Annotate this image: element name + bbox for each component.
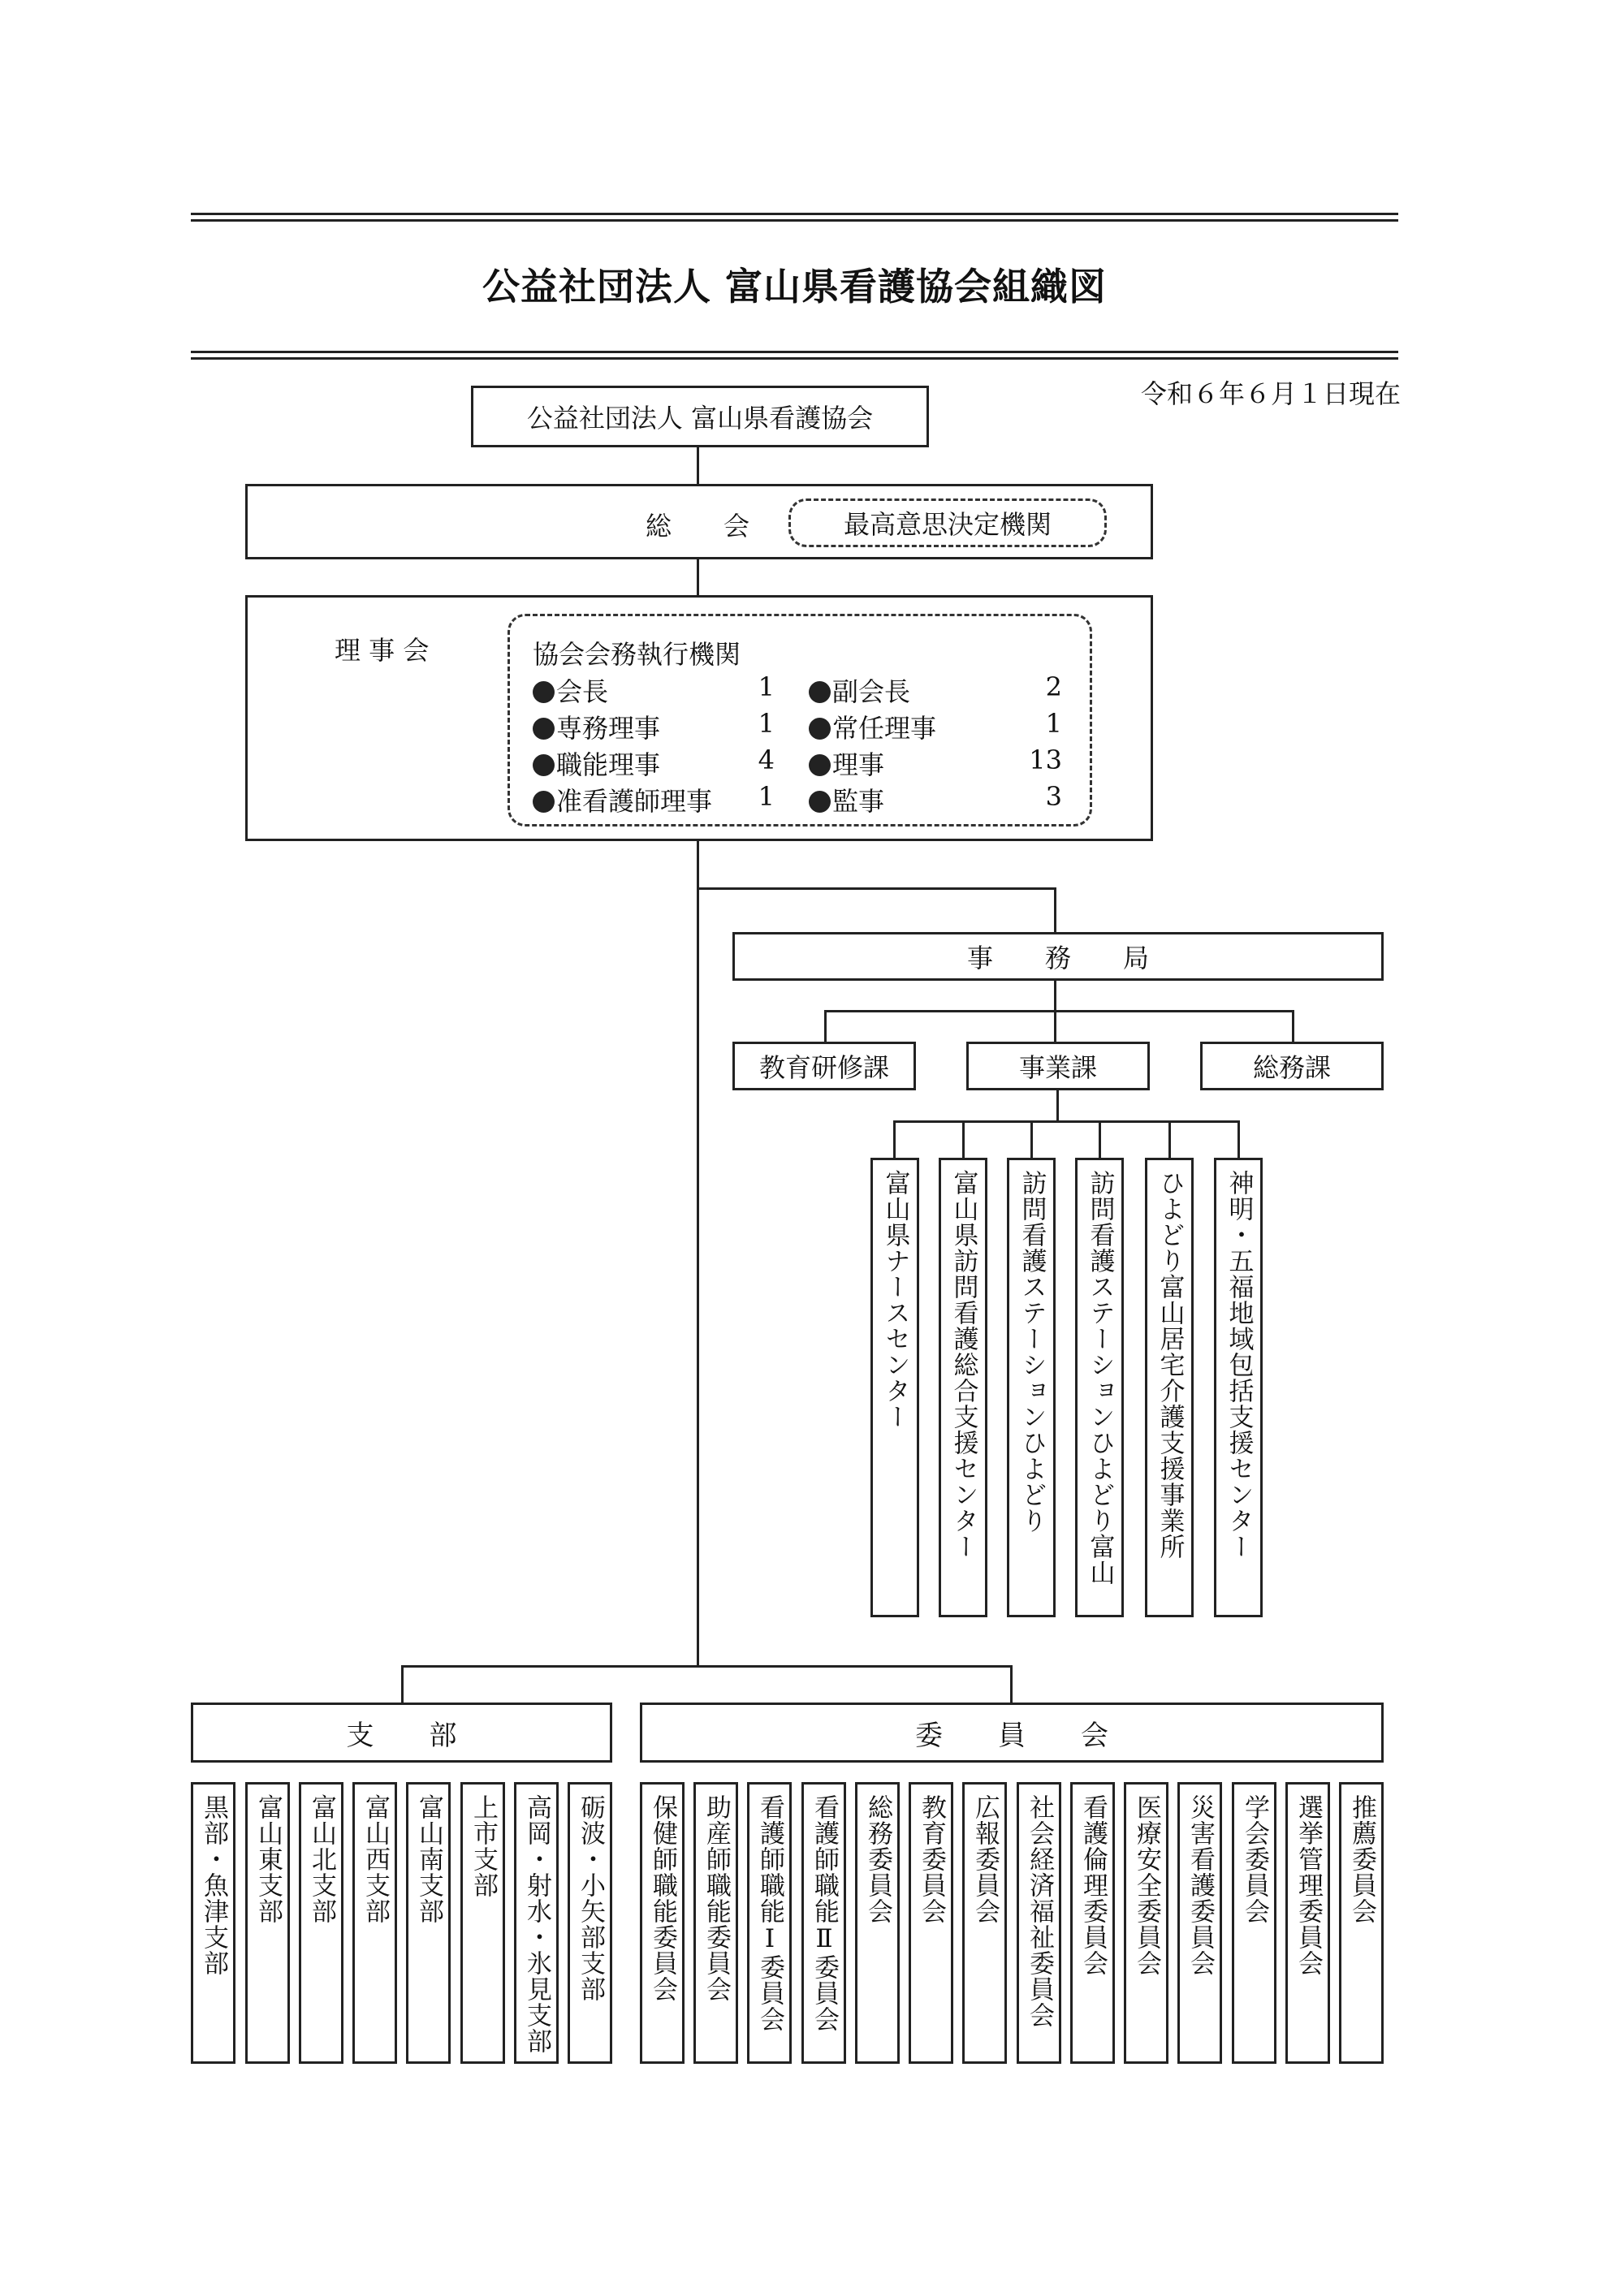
connector-unit-3 [1099, 1120, 1101, 1158]
committee-9: 医療安全委員会 [1124, 1782, 1168, 2064]
general-meeting-box [245, 484, 1153, 559]
board-member-1: 副会長 [809, 671, 910, 709]
committee-12: 選挙管理委員会 [1285, 1782, 1330, 2064]
header-rule-bottom-1 [191, 351, 1398, 353]
connector-section-0 [824, 1010, 827, 1042]
board-count-4: 4 [758, 744, 775, 775]
board-count-0: 1 [758, 671, 775, 702]
bullet-icon [533, 754, 555, 776]
board-box [245, 595, 1153, 841]
as-of-date: 令和６年６月１日現在 [1140, 378, 1401, 409]
connector-business-down [1056, 1090, 1059, 1121]
bullet-icon [533, 718, 555, 740]
connector-lower-h [401, 1665, 1013, 1668]
general-meeting-label: 総 会 [646, 511, 750, 542]
connector-branches-v [401, 1665, 404, 1703]
page-title: 公益社団法人 富山県看護協会組織図 [482, 265, 1107, 309]
committee-3: 看護師職能Ⅱ委員会 [801, 1782, 846, 2064]
committee-2: 看護師職能Ⅰ委員会 [747, 1782, 792, 2064]
committee-4: 総務委員会 [855, 1782, 900, 2064]
connector-unit-0 [893, 1120, 896, 1158]
committee-1: 助産師職能委員会 [693, 1782, 738, 2064]
unit-home-visit-support-center: 富山県訪問看護総合支援センター [939, 1158, 987, 1617]
unit-care-support-office: ひよどり富山居宅介護支援事業所 [1145, 1158, 1194, 1617]
board-member-4: 職能理事 [533, 744, 660, 782]
board-member-0: 会長 [533, 671, 608, 709]
board-count-6: 1 [758, 781, 775, 812]
committees-box: 委 員 会 [640, 1703, 1384, 1763]
committee-6: 広報委員会 [962, 1782, 1007, 2064]
unit-nurse-center: 富山県ナースセンター [870, 1158, 919, 1617]
connector-section-2 [1292, 1010, 1294, 1042]
unit-station-hiyodori-toyama: 訪問看護ステーションひよどり富山 [1075, 1158, 1124, 1617]
bullet-icon [533, 791, 555, 813]
board-member-5: 理事 [809, 744, 884, 782]
board-count-2: 1 [758, 708, 775, 739]
committee-8: 看護倫理委員会 [1070, 1782, 1115, 2064]
branch-4: 富山南支部 [406, 1782, 451, 2064]
branch-1: 富山東支部 [245, 1782, 290, 2064]
board-note-title: 協会会務執行機関 [533, 639, 741, 670]
header-rule-top-2 [191, 219, 1398, 222]
connector-unit-5 [1237, 1120, 1240, 1158]
connector-meeting-board [697, 559, 699, 595]
board-note-box [508, 614, 1092, 826]
connector-secretariat-v [1054, 887, 1056, 932]
connector-secretariat-h [697, 887, 1056, 890]
connector-unit-4 [1168, 1120, 1171, 1158]
connector-sections-h [824, 1010, 1294, 1012]
unit-community-support-center: 神明・五福地域包括支援センター [1214, 1158, 1263, 1617]
header-rule-bottom-2 [191, 357, 1398, 360]
board-member-2: 専務理事 [533, 708, 660, 745]
board-member-6: 准看護師理事 [533, 781, 712, 818]
bullet-icon [533, 681, 555, 703]
bullet-icon [809, 718, 831, 740]
unit-station-hiyodori: 訪問看護ステーションひよどり [1007, 1158, 1056, 1617]
board-label: 理 事 会 [335, 635, 430, 666]
board-count-7: 3 [1045, 781, 1062, 812]
branch-2: 富山北支部 [299, 1782, 343, 2064]
section-education: 教育研修課 [732, 1042, 916, 1090]
branch-7: 砺波・小矢部支部 [568, 1782, 612, 2064]
header-rule-top-1 [191, 213, 1398, 215]
branches-box: 支 部 [191, 1703, 612, 1763]
section-business: 事業課 [966, 1042, 1150, 1090]
board-member-3: 常任理事 [809, 708, 936, 745]
committee-11: 学会委員会 [1232, 1782, 1276, 2064]
branch-6: 高岡・射水・氷見支部 [514, 1782, 559, 2064]
committee-5: 教育委員会 [909, 1782, 953, 2064]
board-count-1: 2 [1045, 671, 1062, 702]
connector-top-meeting [697, 447, 699, 484]
committee-10: 災害看護委員会 [1177, 1782, 1222, 2064]
board-count-5: 13 [1029, 744, 1062, 775]
connector-main-trunk [697, 841, 699, 1668]
secretariat-box: 事 務 局 [732, 932, 1384, 981]
connector-units-h [893, 1120, 1240, 1123]
bullet-icon [809, 681, 831, 703]
committee-13: 推薦委員会 [1339, 1782, 1384, 2064]
branch-0: 黒部・魚津支部 [191, 1782, 235, 2064]
connector-unit-1 [962, 1120, 965, 1158]
bullet-icon [809, 791, 831, 813]
general-meeting-note: 最高意思決定機関 [788, 498, 1107, 547]
bullet-icon [809, 754, 831, 776]
connector-committees-v [1010, 1665, 1013, 1703]
section-general-affairs: 総務課 [1200, 1042, 1384, 1090]
branch-5: 上市支部 [460, 1782, 505, 2064]
branch-3: 富山西支部 [352, 1782, 397, 2064]
board-member-7: 監事 [809, 781, 884, 818]
committee-0: 保健師職能委員会 [640, 1782, 685, 2064]
board-count-3: 1 [1045, 708, 1062, 739]
committee-7: 社会経済福祉委員会 [1017, 1782, 1061, 2064]
org-top-box: 公益社団法人 富山県看護協会 [471, 386, 929, 447]
connector-unit-2 [1030, 1120, 1033, 1158]
